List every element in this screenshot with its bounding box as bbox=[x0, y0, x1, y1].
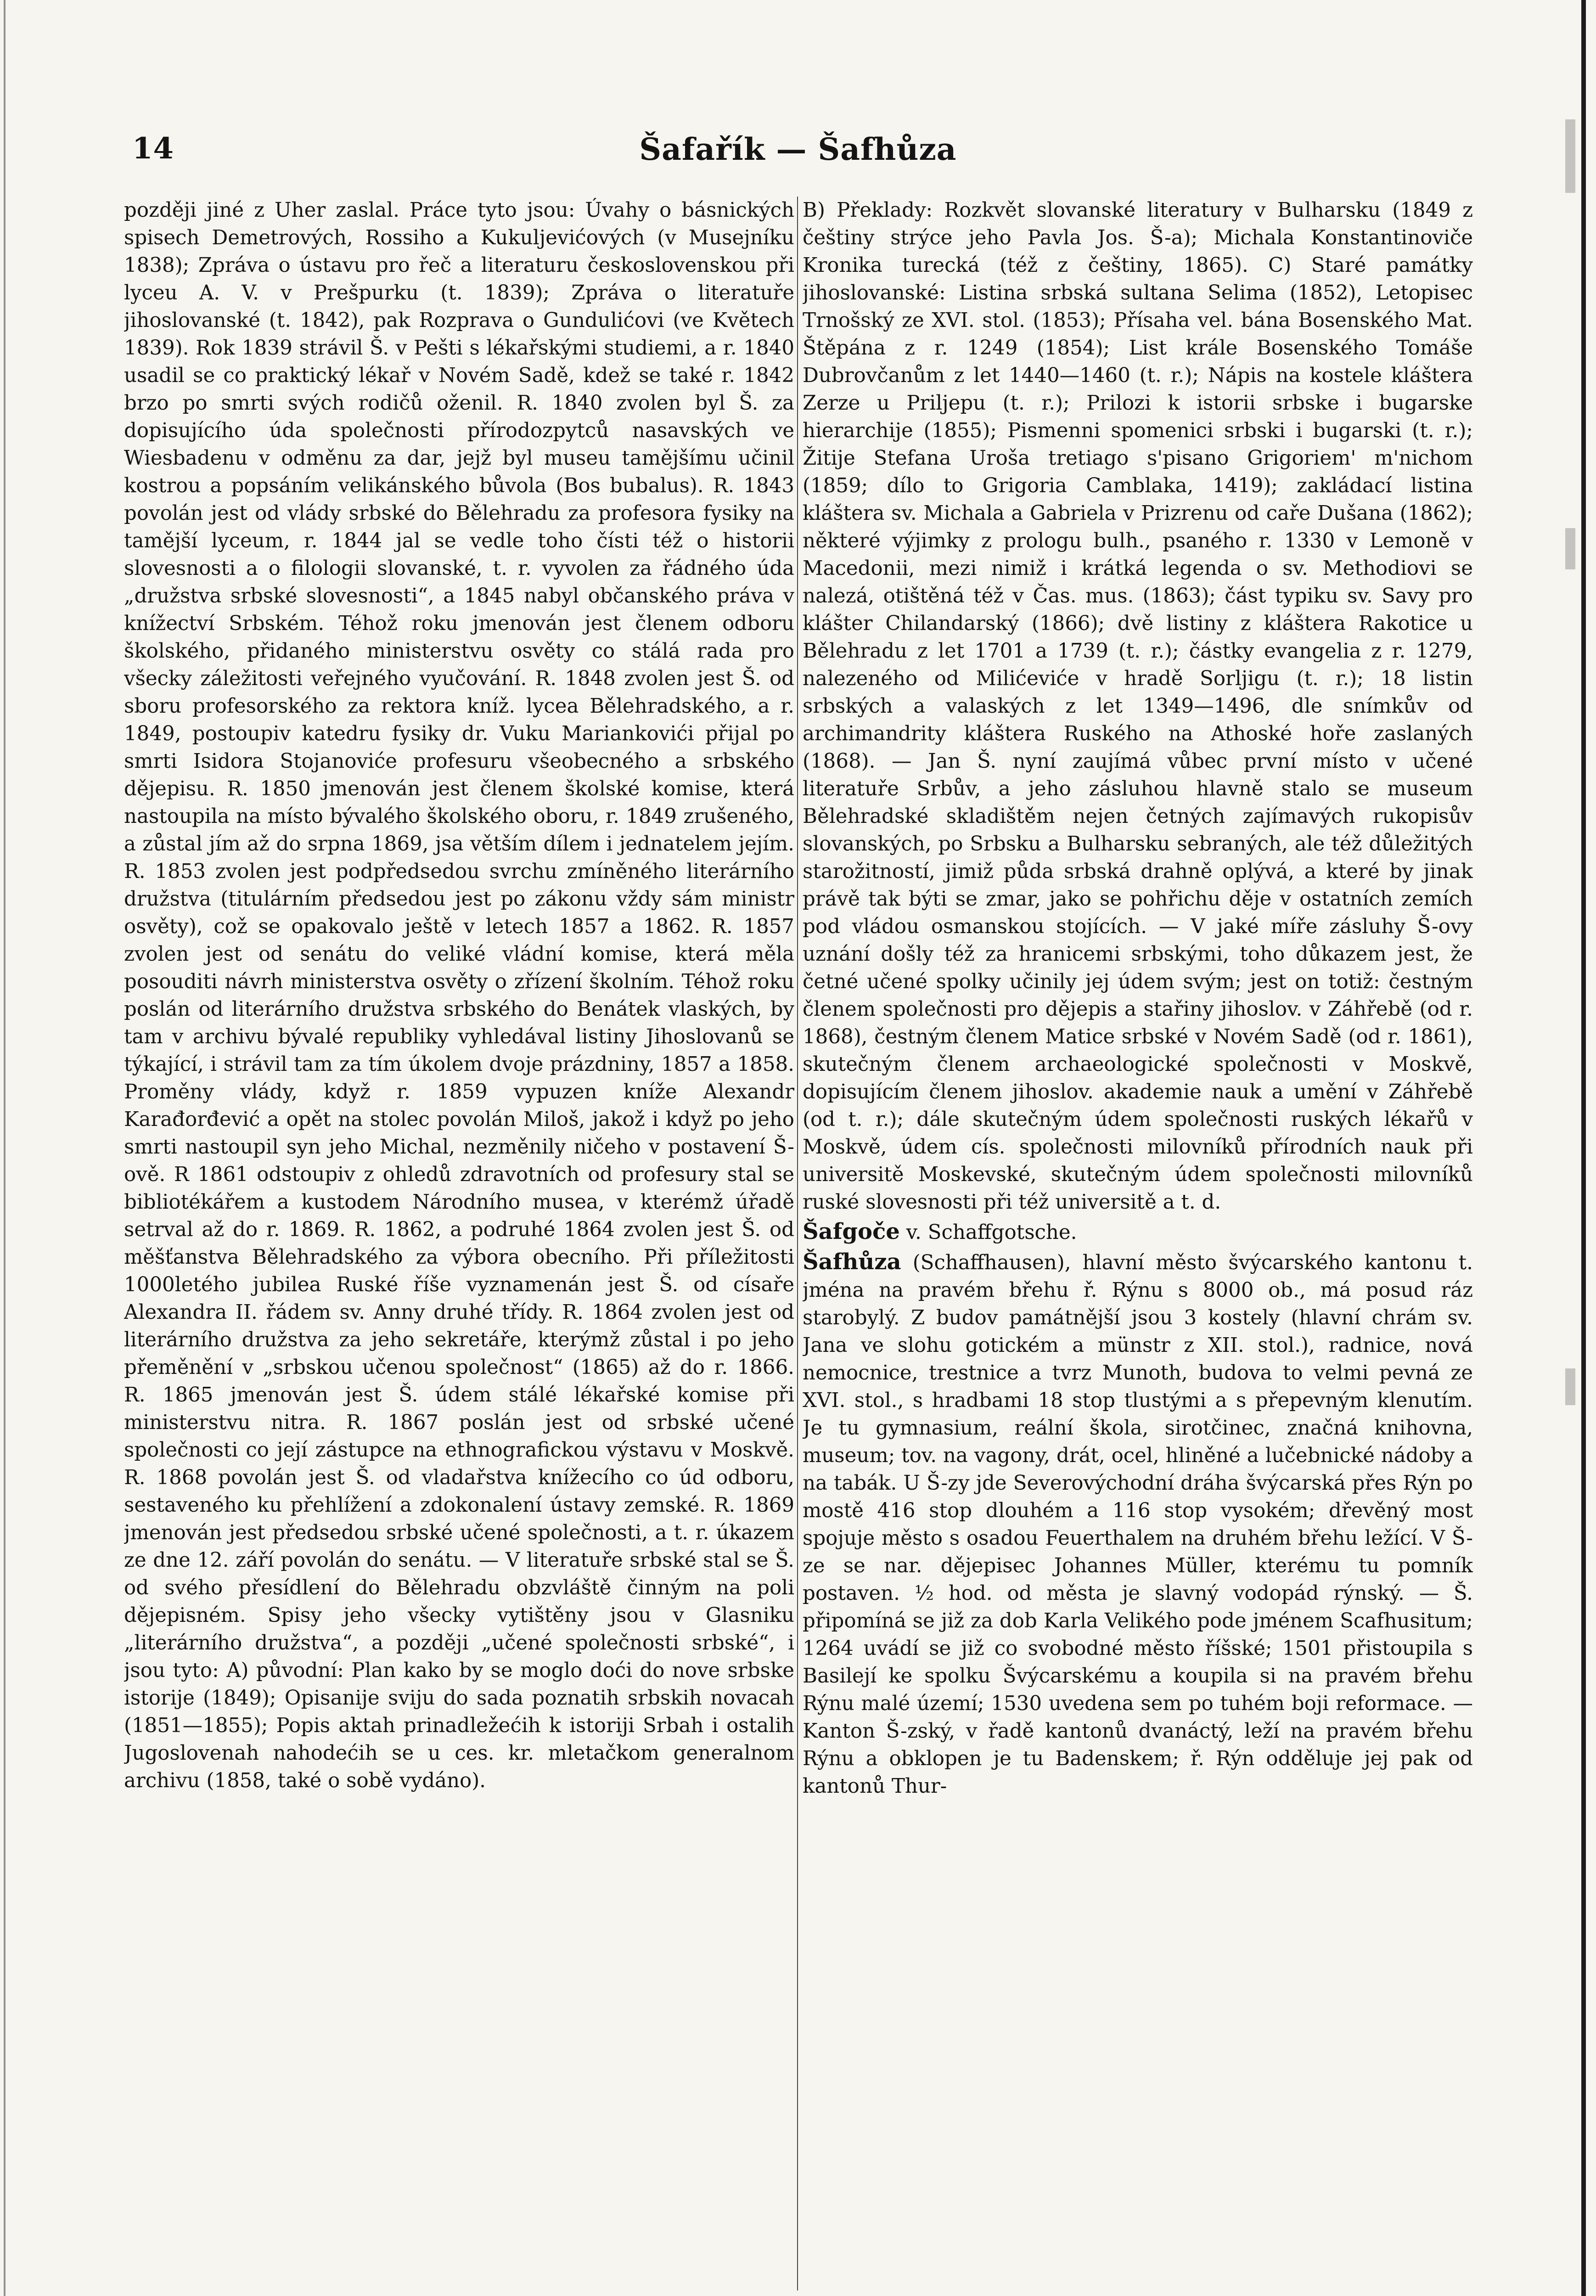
page-header bbox=[124, 131, 1472, 177]
entry-text: v. Schaffgotsche. bbox=[899, 1221, 1077, 1244]
scan-edge-right bbox=[1581, 0, 1586, 2296]
column-divider bbox=[797, 197, 798, 2290]
entry-safgoce bbox=[803, 1218, 1473, 1246]
entry-headword: Šafgoče bbox=[803, 1219, 900, 1244]
left-column-text: později jiné z Uher zaslal. Práce tyto jsou: Úvahy o básnických spisech Demetrových, Rossiho a Kukuljevićových (v Musejníku 1838); Zpráva o ústavu pro řeč a literaturu československou při lyceu A. V. v Prešpurku (t. 1839); Zpráva o literatuře jihoslovanské (t. 1842), pak Rozprava o Gundulićovi (ve Květech 1839). Rok 1839 strávil Š. v Pešti s lékařskými studiemi, a r. 1840 usadil se co praktický lékař v Novém Sadě, kdež se také r. 1842 brzo po smrti svých rodičů oženil. R. 1840 zvolen byl Š. za dopisujícího úda společnosti přírodozpytců nasavských ve Wiesbadenu v odměnu za dar, jejž byl museu tamějšímu učinil kostrou a popsáním velikánského bůvola (Bos bubalus). R. 1843 povolán jest od vlády srbské do Bělehradu za profesora fysiky na tamější lyceum, r. 1844 jal se vedle toho čísti též o historii slovesnosti a o filologii slovanské, t. r. vyvolen za řádného úda „družstva srbské slovesnosti“, a 1845 nabyl občanského práva v knížectví Srbském. Téhož roku jmenován jest členem odboru školského, přidaného ministerstvu osvěty co stálá rada pro všecky záležitosti veřejného vyučování. R. 1848 zvolen jest Š. od sboru profesorského za rektora kníž. lycea Bělehradského, a r. 1849, postoupiv katedru fysiky dr. Vuku Mariankovići přijal po smrti Isidora Stojanoviće profesuru všeobecného a srbského dějepisu. R. 1850 jmenován jest členem školské komise, která nastoupila na místo bývalého školského oboru, r. 1849 zrušeného, a zůstal jím až do srpna 1869, jsa větším dílem i jednatelem jejím. R. 1853 zvolen jest podpředsedou svrchu zmíněného literárního družstva (titulárním předsedou jest po zákonu vždy sám ministr osvěty), což se opakovalo ještě v letech 1857 a 1862. R. 1857 zvolen jest od senátu do veliké vládní komise, která měla posouditi návrh ministerstva osvěty o zřízení školním. Téhož roku poslán od literárního družstva srbského do Benátek vlaských, by tam v archivu bývalé republiky vyhledával listiny Jihoslovanů se týkající, i strávil tam za tím úkolem dvoje prázdniny, 1857 a 1858. Proměny vlády, když r. 1859 vypuzen kníže Alexandr Karađorđević a opět na stolec povolán Miloš, jakož i když po jeho smrti nastoupil syn jeho Michal, nezměnily ničeho v postavení Š-ově. R 1861 odstoupiv z ohledů zdravotních od profesury stal se bibliotékářem a kustodem Národního musea, v kterémž úřadě setrval až do r. 1869. R. 1862, a podruhé 1864 zvolen jest Š. od měšťanstva Bělehradského za výbora obecního. Při příležitosti 1000letého jubilea Ruské říše vyznamenán jest Š. od císaře Alexandra II. řádem sv. Anny druhé třídy. R. 1864 zvolen jest od literárního družstva za jeho sekretáře, kterýmž zůstal i po jeho přeměnění v „srbskou učenou společnost“ (1865) až do r. 1866. R. 1865 jmenován jest Š. údem stálé lékařské komise při ministerstvu nitra. R. 1867 poslán jest od srbské učené společnosti co její zástupce na ethnografickou výstavu v Moskvě. R. 1868 povolán jest Š. od vladařstva knížecího co úd odboru, sestaveného ku přehlížení a zdokonalení ústavy zemské. R. 1869 jmenován jest předsedou srbské učené společnosti, a t. r. úkazem ze dne 12. září povolán do senátu. — V literatuře srbské stal se Š. od svého přesídlení do Bělehradu obzvláště činným na poli dějepisném. Spisy jeho všecky vytištěny jsou v Glasniku „literárního družstva“, a později „učené společnosti srbské“, i jsou tyto: A) původní: Plan kako by se moglo doći do nove srbske istorije (1849); Opisanije sviju do sada poznatih srbskih novacah (1851—1855); Popis aktah prinadležećih k istoriji Srbah i ostalih Jugoslovenah nahodećih se u ces. kr. mletačkom generalnom archivu (1858, také o sobě vydáno). bbox=[124, 199, 794, 1792]
scan-edge-left bbox=[4, 0, 6, 2296]
page-number: 14 bbox=[132, 131, 174, 166]
bleed-mark bbox=[1565, 1368, 1575, 1405]
entry-text: (Schaffhausen), hlavní město švýcarského kantonu t. jména na pravém břehu ř. Rýnu s 8000 ob., má posud ráz starobylý. Z budov památnější jsou 3 kostely (hlavní chrám sv. Jana ve slohu gotickém a münstr z XII. stol.), radnice, nová nemocnice, trestnice a tvrz Munoth, budova to velmi pevná ze XVI. stol., s hradbami 18 stop tlustými a s přepevným klenutím. Je tu gymnasium, reální škola, sirotčinec, značná knihovna, museum; tov. na vagony, drát, ocel, hliněné a lučebnické nádoby a na tabák. U Š-zy jde Severovýchodní dráha švýcarská přes Rýn po mostě 416 stop dlouhém a 116 stop vysokém; dřevěný most spojuje město s osadou Feuerthalem na druhém břehu ležící. V Š-ze se nar. dějepisec Johannes Müller, kterému tu pomník postaven. ½ hod. od města je slavný vodopád rýnský. — Š. připomíná se již za dob Karla Velikého pode jménem Scafhusitum; 1264 uvádí se již co svobodné město říšské; 1501 přistoupila s Basilejí ke spolku Švýcarskému a koupila si na pravém břehu Rýnu malé území; 1530 uvedena sem po tuhém boji reformace. — Kanton Š-zský, v řadě kantonů dvanáctý, leží na pravém břehu Rýnu a obklopen je tu Badenskem; ř. Rýn odděluje jej pak od kantonů Thur- bbox=[803, 1251, 1473, 1798]
bleed-mark bbox=[1565, 119, 1575, 193]
running-head: Šafařík — Šafhůza bbox=[639, 131, 957, 167]
entry-safhuza bbox=[803, 1248, 1473, 1800]
bleed-mark bbox=[1565, 528, 1575, 569]
right-column bbox=[803, 197, 1473, 2290]
left-column bbox=[124, 197, 794, 2290]
right-column-paragraph-1: B) Překlady: Rozkvět slovanské literatury v Bulharsku (1849 z češtiny strýce jeho Pavla Jos. Š-a); Michala Konstantinoviče Kronika turecká (též z češtiny, 1865). C) Staré památky jihoslovanské: Listina srbská sultana Selima (1852), Letopisec Trnošský ze XVI. stol. (1853); Přísaha vel. bána Bosenského Mat. Štěpána z r. 1249 (1854); List krále Bosenského Tomáše Dubrovčanům z let 1440—1460 (t. r.); Nápis na kostele kláštera Zerze u Priljepu (t. r.); Prilozi k istorii srbske i bugarske hierarchije (1855); Pismenni spomenici srbski i bugarski (t. r.); Žitije Stefana Uroša tretiago s'pisano Grigoriem' m'nichom (1859; dílo to Grigoria Camblaka, 1419); zakládací listina kláštera sv. Michala a Gabriela v Prizrenu od caře Dušana (1862); některé výjimky z prologu bulh., psaného r. 1330 v Lemoně v Macedonii, mezi nimiž i krátká legenda o sv. Methodiovi se nalezá, otištěná též v Čas. mus. (1863); část typiku sv. Savy pro klášter Chilandarský (1866); dvě listiny z kláštera Rakotice u Bělehradu z let 1701 a 1739 (t. r.); částky evangelia z r. 1279, nalezeného od Milićeviće v hradě Sorljigu (t. r.); 18 listin srbských a valaských z let 1349—1496, dle snímkův od archimandrity kláštera Ruského na Athoské hoře zaslaných (1868). — Jan Š. nyní zaujímá vůbec první místo v učené literatuře Srbův, a jeho zásluhou hlavně stalo se museum Bělehradské skladištěm nejen četných zajímavých rukopisův slovanských, po Srbsku a Bulharsku sebraných, ale též důležitých starožitností, jimiž půda srbská drahně oplývá, a které by jinak právě tak býti se zmar, jako se pohřichu děje v ostatních zemích pod vládou osmanskou stojících. — V jaké míře zásluhy Š-ovy uznání došly též za hranicemi srbskými, toho důkazem jest, že četné učené spolky učinily jej údem svým; jest on totiž: čestným členem společnosti pro dějepis a stařiny jihoslov. v Záhřebě (od r. 1868), čestným členem Matice srbské v Novém Sadě (od r. 1861), skutečným členem archaeologické společnosti v Moskvě, dopisujícím členem jihoslov. akademie nauk a umění v Záhřebě (od t. r.); dále skutečným údem společnosti ruských lékařů v Moskvě, údem cís. společnosti milovníků přírodních nauk při universitě Moskevské, skutečným údem společnosti milovníků ruské slovesnosti při též universitě a t. d. bbox=[803, 199, 1473, 1214]
entry-headword: Šafhůza bbox=[803, 1249, 901, 1275]
